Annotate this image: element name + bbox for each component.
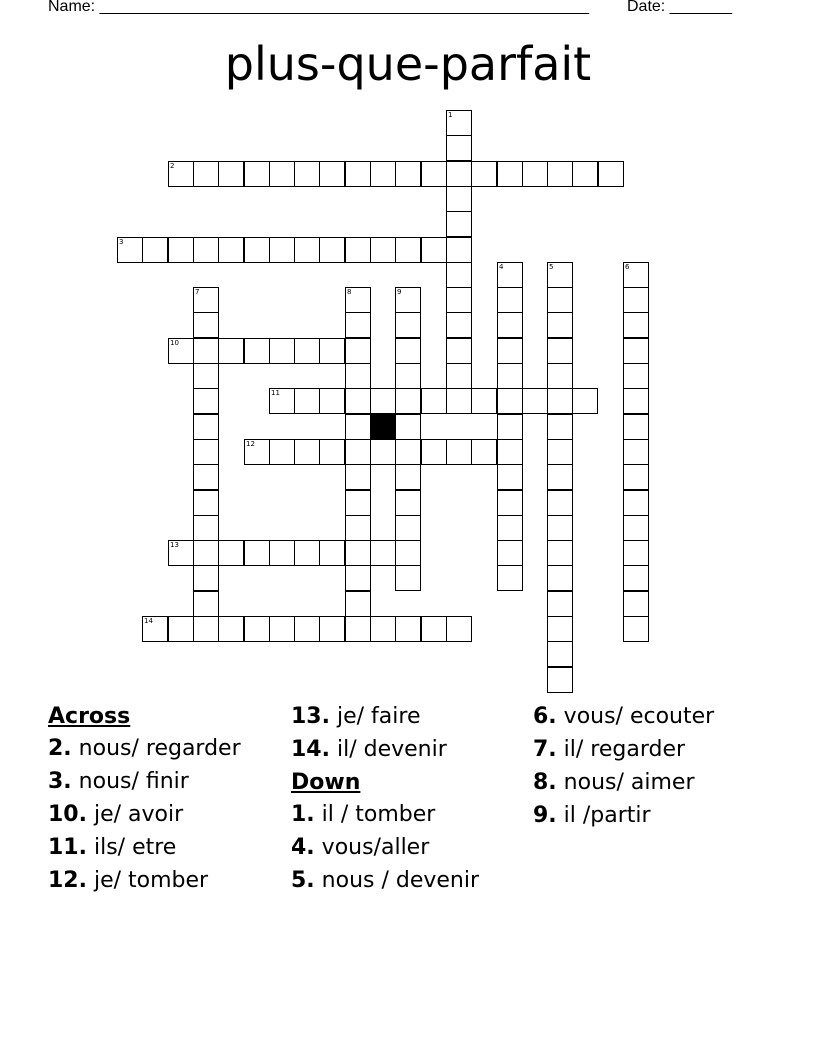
grid-cell[interactable] bbox=[446, 287, 472, 313]
grid-cell[interactable] bbox=[168, 237, 194, 263]
clue-down-8: 8. nous/ aimer bbox=[533, 770, 695, 795]
grid-cell[interactable] bbox=[168, 616, 194, 642]
grid-cell[interactable] bbox=[497, 439, 523, 465]
grid-cell[interactable] bbox=[446, 312, 472, 338]
across-heading: Across bbox=[48, 704, 131, 729]
grid-cell[interactable] bbox=[193, 540, 219, 566]
grid-cell[interactable] bbox=[497, 312, 523, 338]
grid-cell[interactable] bbox=[319, 540, 345, 566]
clue-across-13: 13. je/ faire bbox=[291, 704, 421, 729]
grid-cell[interactable] bbox=[218, 540, 244, 566]
grid-cell[interactable] bbox=[269, 616, 295, 642]
grid-cell[interactable] bbox=[497, 490, 523, 516]
grid-cell[interactable] bbox=[623, 363, 649, 389]
grid-cell[interactable] bbox=[395, 439, 421, 465]
grid-cell[interactable] bbox=[395, 388, 421, 414]
grid-cell[interactable] bbox=[395, 237, 421, 263]
grid-cell[interactable] bbox=[421, 237, 447, 263]
clue-across-12: 12. je/ tomber bbox=[48, 868, 209, 893]
grid-cell[interactable] bbox=[547, 312, 573, 338]
grid-cell[interactable] bbox=[497, 565, 523, 591]
grid-cell[interactable] bbox=[269, 338, 295, 364]
grid-cell[interactable] bbox=[547, 515, 573, 541]
grid-cell[interactable] bbox=[497, 338, 523, 364]
grid-cell[interactable] bbox=[319, 616, 345, 642]
grid-cell[interactable] bbox=[345, 237, 371, 263]
grid-cell[interactable] bbox=[395, 490, 421, 516]
grid-cell[interactable] bbox=[623, 388, 649, 414]
grid-cell[interactable] bbox=[345, 388, 371, 414]
date-line: Date: _______ bbox=[627, 0, 732, 15]
clue-number: 12 bbox=[246, 440, 255, 448]
grid-cell[interactable] bbox=[193, 338, 219, 364]
grid-cell[interactable] bbox=[294, 540, 320, 566]
clue-number: 6 bbox=[625, 263, 630, 271]
grid-cell[interactable] bbox=[623, 616, 649, 642]
grid-cell[interactable] bbox=[446, 616, 472, 642]
clue-across-10: 10. je/ avoir bbox=[48, 802, 184, 827]
grid-cell[interactable] bbox=[395, 363, 421, 389]
grid-cell[interactable] bbox=[345, 565, 371, 591]
grid-cell[interactable] bbox=[547, 641, 573, 667]
grid-cell[interactable] bbox=[522, 161, 548, 187]
grid-cell[interactable] bbox=[193, 237, 219, 263]
grid-cell[interactable] bbox=[319, 439, 345, 465]
grid-cell[interactable] bbox=[319, 161, 345, 187]
grid-cell[interactable] bbox=[497, 388, 523, 414]
grid-cell[interactable] bbox=[446, 338, 472, 364]
grid-cell[interactable] bbox=[547, 667, 573, 693]
clue-down-6: 6. vous/ ecouter bbox=[533, 704, 715, 729]
grid-cell[interactable] bbox=[547, 591, 573, 617]
clue-number: 10 bbox=[170, 339, 179, 347]
clue-across-14: 14. il/ devenir bbox=[291, 737, 447, 762]
clue-number: 3 bbox=[119, 238, 124, 246]
grid-cell[interactable] bbox=[623, 262, 649, 288]
grid-cell[interactable] bbox=[193, 490, 219, 516]
grid-cell[interactable] bbox=[370, 237, 396, 263]
clue-down-5: 5. nous / devenir bbox=[291, 868, 480, 893]
grid-cell[interactable] bbox=[421, 616, 447, 642]
grid-cell[interactable] bbox=[522, 388, 548, 414]
grid-cell[interactable] bbox=[218, 237, 244, 263]
grid-cell[interactable] bbox=[395, 515, 421, 541]
grid-cell[interactable] bbox=[193, 414, 219, 440]
grid-cell[interactable] bbox=[345, 439, 371, 465]
grid-cell[interactable] bbox=[244, 439, 270, 465]
grid-cell[interactable] bbox=[294, 439, 320, 465]
grid-cell[interactable] bbox=[142, 237, 168, 263]
grid-cell[interactable] bbox=[193, 565, 219, 591]
grid-cell[interactable] bbox=[345, 464, 371, 490]
grid-cell[interactable] bbox=[623, 515, 649, 541]
grid-cell[interactable] bbox=[218, 161, 244, 187]
grid-cell[interactable] bbox=[497, 363, 523, 389]
grid-cell[interactable] bbox=[547, 287, 573, 313]
clue-number: 14 bbox=[144, 617, 153, 625]
grid-cell[interactable] bbox=[244, 237, 270, 263]
grid-cell[interactable] bbox=[547, 540, 573, 566]
grid-cell[interactable] bbox=[345, 591, 371, 617]
grid-cell[interactable] bbox=[623, 464, 649, 490]
grid-cell[interactable] bbox=[193, 363, 219, 389]
grid-cell[interactable] bbox=[623, 439, 649, 465]
grid-cell[interactable] bbox=[446, 388, 472, 414]
clue-column-3 bbox=[533, 703, 753, 835]
grid-cell[interactable] bbox=[547, 464, 573, 490]
grid-cell[interactable] bbox=[294, 338, 320, 364]
grid-cell[interactable] bbox=[168, 540, 194, 566]
grid-cell[interactable] bbox=[497, 464, 523, 490]
grid-cell[interactable] bbox=[244, 161, 270, 187]
grid-cell[interactable] bbox=[497, 262, 523, 288]
grid-cell[interactable] bbox=[269, 439, 295, 465]
grid-cell[interactable] bbox=[547, 363, 573, 389]
black-square bbox=[370, 414, 396, 440]
grid-cell[interactable] bbox=[142, 616, 168, 642]
grid-cell[interactable] bbox=[446, 135, 472, 161]
grid-cell[interactable] bbox=[345, 490, 371, 516]
grid-cell[interactable] bbox=[446, 363, 472, 389]
grid-cell[interactable] bbox=[395, 312, 421, 338]
clue-number: 8 bbox=[347, 288, 352, 296]
grid-cell[interactable] bbox=[193, 439, 219, 465]
grid-cell[interactable] bbox=[497, 287, 523, 313]
grid-cell[interactable] bbox=[446, 161, 472, 187]
grid-cell[interactable] bbox=[370, 388, 396, 414]
grid-cell[interactable] bbox=[547, 490, 573, 516]
grid-cell[interactable] bbox=[547, 439, 573, 465]
grid-cell[interactable] bbox=[370, 540, 396, 566]
grid-cell[interactable] bbox=[395, 616, 421, 642]
grid-cell[interactable] bbox=[345, 287, 371, 313]
grid-cell[interactable] bbox=[497, 540, 523, 566]
grid-cell[interactable] bbox=[446, 439, 472, 465]
clue-number: 5 bbox=[549, 263, 554, 271]
clue-number: 13 bbox=[170, 541, 179, 549]
grid-cell[interactable] bbox=[446, 186, 472, 212]
grid-cell[interactable] bbox=[193, 312, 219, 338]
grid-cell[interactable] bbox=[623, 565, 649, 591]
grid-cell[interactable] bbox=[345, 363, 371, 389]
grid-cell[interactable] bbox=[547, 338, 573, 364]
grid-cell[interactable] bbox=[421, 439, 447, 465]
grid-cell[interactable] bbox=[294, 388, 320, 414]
clue-number: 2 bbox=[170, 162, 175, 170]
grid-cell[interactable] bbox=[345, 616, 371, 642]
grid-cell[interactable] bbox=[294, 616, 320, 642]
grid-cell[interactable] bbox=[395, 464, 421, 490]
grid-cell[interactable] bbox=[623, 414, 649, 440]
grid-cell[interactable] bbox=[446, 262, 472, 288]
grid-cell[interactable] bbox=[623, 287, 649, 313]
name-line: Name: _______________________________________________________ bbox=[48, 0, 589, 15]
clue-across-3: 3. nous/ finir bbox=[48, 769, 189, 794]
grid-cell[interactable] bbox=[117, 237, 143, 263]
grid-cell[interactable] bbox=[345, 414, 371, 440]
grid-cell[interactable] bbox=[193, 591, 219, 617]
clue-down-1: 1. il / tomber bbox=[291, 802, 436, 827]
grid-cell[interactable] bbox=[319, 237, 345, 263]
grid-cell[interactable] bbox=[623, 312, 649, 338]
grid-cell[interactable] bbox=[269, 540, 295, 566]
grid-cell[interactable] bbox=[547, 388, 573, 414]
clue-across-11: 11. ils/ etre bbox=[48, 835, 177, 860]
clue-number: 1 bbox=[448, 111, 453, 119]
grid-cell[interactable] bbox=[547, 262, 573, 288]
grid-cell[interactable] bbox=[218, 338, 244, 364]
grid-cell[interactable] bbox=[370, 439, 396, 465]
grid-cell[interactable] bbox=[193, 464, 219, 490]
clue-number: 7 bbox=[195, 288, 200, 296]
grid-cell[interactable] bbox=[395, 540, 421, 566]
clue-down-4: 4. vous/aller bbox=[291, 835, 430, 860]
grid-cell[interactable] bbox=[395, 565, 421, 591]
grid-cell[interactable] bbox=[446, 237, 472, 263]
grid-cell[interactable] bbox=[572, 388, 598, 414]
clue-down-7: 7. il/ regarder bbox=[533, 737, 686, 762]
clue-across-2: 2. nous/ regarder bbox=[48, 736, 241, 761]
clue-column-1 bbox=[48, 703, 278, 900]
grid-cell[interactable] bbox=[345, 540, 371, 566]
grid-cell[interactable] bbox=[269, 237, 295, 263]
grid-cell[interactable] bbox=[547, 565, 573, 591]
grid-cell[interactable] bbox=[345, 161, 371, 187]
grid-cell[interactable] bbox=[471, 388, 497, 414]
grid-cell[interactable] bbox=[395, 287, 421, 313]
grid-cell[interactable] bbox=[446, 110, 472, 136]
grid-cell[interactable] bbox=[497, 515, 523, 541]
clue-column-2 bbox=[291, 703, 511, 900]
clue-down-9: 9. il /partir bbox=[533, 803, 651, 828]
grid-cell[interactable] bbox=[395, 161, 421, 187]
grid-cell[interactable] bbox=[421, 161, 447, 187]
grid-cell[interactable] bbox=[193, 388, 219, 414]
grid-cell[interactable] bbox=[345, 338, 371, 364]
grid-cell[interactable] bbox=[572, 161, 598, 187]
grid-cell[interactable] bbox=[269, 388, 295, 414]
grid-cell[interactable] bbox=[395, 414, 421, 440]
grid-cell[interactable] bbox=[623, 591, 649, 617]
grid-cell[interactable] bbox=[193, 287, 219, 313]
grid-cell[interactable] bbox=[471, 161, 497, 187]
grid-cell[interactable] bbox=[370, 616, 396, 642]
down-heading: Down bbox=[291, 770, 361, 795]
grid-cell[interactable] bbox=[345, 515, 371, 541]
grid-cell[interactable] bbox=[168, 161, 194, 187]
grid-cell[interactable] bbox=[193, 515, 219, 541]
grid-cell[interactable] bbox=[623, 338, 649, 364]
grid-cell[interactable] bbox=[547, 161, 573, 187]
grid-cell[interactable] bbox=[193, 616, 219, 642]
grid-cell[interactable] bbox=[446, 211, 472, 237]
grid-cell[interactable] bbox=[497, 414, 523, 440]
grid-cell[interactable] bbox=[168, 338, 194, 364]
clue-number: 4 bbox=[499, 263, 504, 271]
grid-cell[interactable] bbox=[547, 414, 573, 440]
grid-cell[interactable] bbox=[244, 338, 270, 364]
grid-cell[interactable] bbox=[623, 540, 649, 566]
grid-cell[interactable] bbox=[598, 161, 624, 187]
clue-number: 9 bbox=[397, 288, 402, 296]
grid-cell[interactable] bbox=[421, 388, 447, 414]
puzzle-title: plus-que-parfait bbox=[224, 37, 592, 91]
grid-cell[interactable] bbox=[395, 338, 421, 364]
grid-cell[interactable] bbox=[319, 388, 345, 414]
clue-number: 11 bbox=[271, 389, 280, 397]
grid-cell[interactable] bbox=[345, 312, 371, 338]
grid-cell[interactable] bbox=[294, 161, 320, 187]
grid-cell[interactable] bbox=[547, 616, 573, 642]
grid-cell[interactable] bbox=[193, 161, 219, 187]
grid-cell[interactable] bbox=[370, 161, 396, 187]
grid-cell[interactable] bbox=[497, 161, 523, 187]
grid-cell[interactable] bbox=[244, 540, 270, 566]
grid-cell[interactable] bbox=[244, 616, 270, 642]
grid-cell[interactable] bbox=[319, 338, 345, 364]
grid-cell[interactable] bbox=[269, 161, 295, 187]
grid-cell[interactable] bbox=[623, 490, 649, 516]
grid-cell[interactable] bbox=[294, 237, 320, 263]
grid-cell[interactable] bbox=[218, 616, 244, 642]
grid-cell[interactable] bbox=[471, 439, 497, 465]
